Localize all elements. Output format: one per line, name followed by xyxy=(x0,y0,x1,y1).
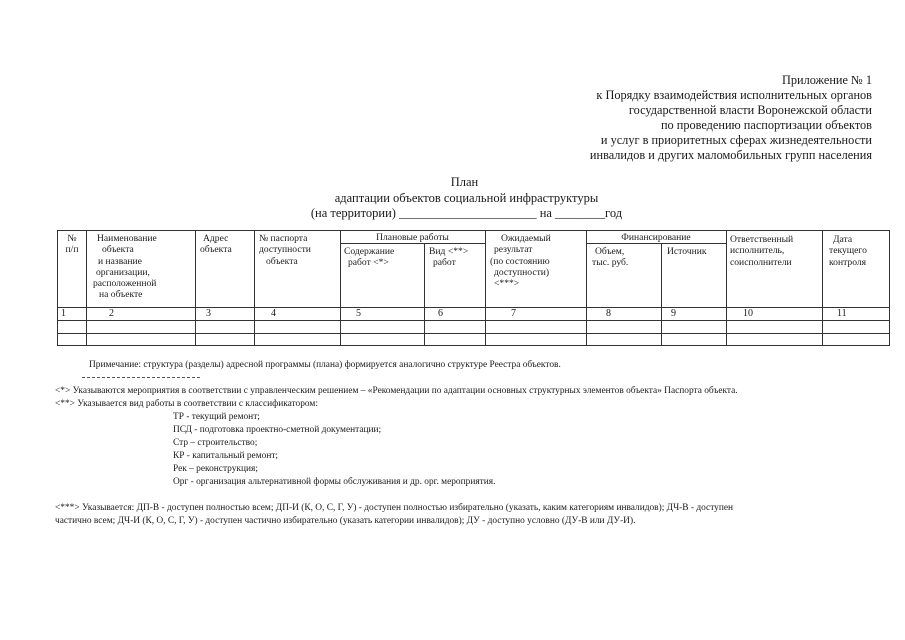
header-text: соисполнители xyxy=(730,256,792,268)
col-line xyxy=(424,243,425,346)
header-address xyxy=(200,233,252,256)
header-text: исполнитель, xyxy=(730,245,785,257)
header-text: контроля xyxy=(829,256,867,268)
header-responsible xyxy=(730,234,822,268)
column-number: 3 xyxy=(206,308,211,319)
classifier-item: Рек – реконструкция; xyxy=(173,464,258,474)
territory-line: (на территории) ______________________ на ________год xyxy=(310,206,623,220)
header-control-date xyxy=(826,234,888,268)
header-text: объекта xyxy=(102,244,134,256)
col-line xyxy=(195,230,196,346)
col-line xyxy=(340,230,341,346)
classifier-item: Стр – строительство; xyxy=(173,438,258,448)
note-star2: <**> Указывается вид работы в соответствии с классификатором: xyxy=(55,399,318,409)
header-object-name xyxy=(91,233,195,301)
column-number: 8 xyxy=(606,308,611,319)
header-planned-works: Плановые работы xyxy=(376,232,449,243)
footnote-separator xyxy=(82,377,200,378)
header-text: доступности xyxy=(259,244,311,256)
header-text: Дата xyxy=(833,234,853,245)
header-work-type xyxy=(429,246,484,269)
col-line xyxy=(586,230,587,346)
header-work-content xyxy=(344,246,422,269)
col-line xyxy=(661,243,662,346)
header-number xyxy=(60,233,84,256)
appendix-line: государственной власти Воронежской области xyxy=(628,102,872,117)
plan-title xyxy=(0,175,905,222)
table-border-top xyxy=(57,230,890,231)
plan-subtitle-line: адаптации объектов социальной инфраструктуры xyxy=(334,190,599,205)
header-volume xyxy=(592,246,660,269)
note-star1: <*> Указываются мероприятия в соответствии с управленческим решением – «Рекомендации по адаптации основных структурных элементов объекта» Паспорта объекта. xyxy=(55,386,738,396)
note-primechanie: Примечание: структура (разделы) адресной программы (плана) формируется аналогично структуре Реестра объектов. xyxy=(89,360,561,370)
header-source: Источник xyxy=(667,246,707,257)
header-text: объекта xyxy=(200,244,232,256)
header-text: результат xyxy=(494,244,533,256)
classifier-item: ПСД - подготовка проектно-сметной документации; xyxy=(173,425,382,435)
header-financing: Финансирование xyxy=(621,232,691,243)
column-number: 9 xyxy=(671,308,676,319)
col-line xyxy=(822,230,823,346)
column-number: 2 xyxy=(109,308,114,319)
column-number: 4 xyxy=(271,308,276,319)
header-text: тыс. руб. xyxy=(592,257,629,269)
header-text: <***> xyxy=(494,278,520,290)
header-text: доступности) xyxy=(494,266,550,278)
header-text: Содержание xyxy=(344,246,395,257)
header-text: п/п xyxy=(65,244,79,256)
header-text: (по состоянию xyxy=(490,255,550,267)
col-line xyxy=(254,230,255,346)
appendix-line: по проведению паспортизации объектов xyxy=(660,117,872,132)
header-text: организации, xyxy=(96,266,150,278)
classifier-item: КР - капитальный ремонт; xyxy=(173,451,279,461)
header-text: расположенной xyxy=(93,278,157,290)
header-expected-result xyxy=(490,233,585,289)
appendix-line: инвалидов и других маломобильных групп населения xyxy=(589,147,872,162)
header-text: текущего xyxy=(829,245,867,257)
col-line xyxy=(889,230,890,346)
header-passport xyxy=(259,233,339,267)
header-text: Наименование xyxy=(97,233,157,244)
column-number: 1 xyxy=(61,308,66,319)
numbers-row-bottom xyxy=(57,320,890,321)
appendix-line: Приложение № 1 xyxy=(781,73,872,87)
note-star3-line1: <***> Указывается: ДП-В - доступен полностью всем; ДП-И (К, О, С, Г, У) - доступен полностью избирательно (указать, каким категориям инвалидов); ДЧ-В - доступен xyxy=(55,503,734,513)
header-text: и название xyxy=(98,255,142,267)
table-border-bottom xyxy=(57,345,890,346)
header-text: работ <*> xyxy=(348,257,389,269)
column-number: 10 xyxy=(743,308,753,319)
classifier-item: ТР - текущий ремонт; xyxy=(173,412,260,422)
table-header-bottom xyxy=(57,307,890,308)
header-text: Вид <**> xyxy=(429,246,469,257)
header-text: Ответственный xyxy=(730,234,794,245)
col-line xyxy=(86,230,87,346)
column-number: 7 xyxy=(511,308,516,319)
plan-title-line: План xyxy=(450,175,479,189)
appendix-line: и услуг в приоритетных сферах жизнедеятельности xyxy=(600,132,872,147)
header-text: № паспорта xyxy=(259,233,308,244)
col-line xyxy=(485,230,486,346)
col-line xyxy=(726,230,727,346)
column-number: 11 xyxy=(837,308,847,319)
appendix-header xyxy=(452,73,872,162)
column-number: 6 xyxy=(438,308,443,319)
header-text: Адрес xyxy=(203,233,229,244)
row-line xyxy=(57,333,890,334)
plan-table xyxy=(57,230,890,345)
col-line xyxy=(57,230,58,346)
note-star3-line2: частично всем; ДЧ-И (К, О, С, Г, У) - доступен частично избирательно (указать категории инвалидов); ДУ - доступно условно (ДУ-В или ДУ-И). xyxy=(55,516,636,526)
appendix-line: к Порядку взаимодействия исполнительных органов xyxy=(596,87,872,102)
header-text: объекта xyxy=(266,255,298,267)
header-text: Ожидаемый xyxy=(501,233,551,244)
column-number: 5 xyxy=(356,308,361,319)
header-text: на объекте xyxy=(99,289,143,301)
header-text: Объем, xyxy=(595,246,625,257)
header-text: работ xyxy=(433,257,456,269)
header-text: № xyxy=(67,233,77,244)
classifier-item: Орг - организация альтернативной формы обслуживания и др. орг. мероприятия. xyxy=(173,477,496,487)
